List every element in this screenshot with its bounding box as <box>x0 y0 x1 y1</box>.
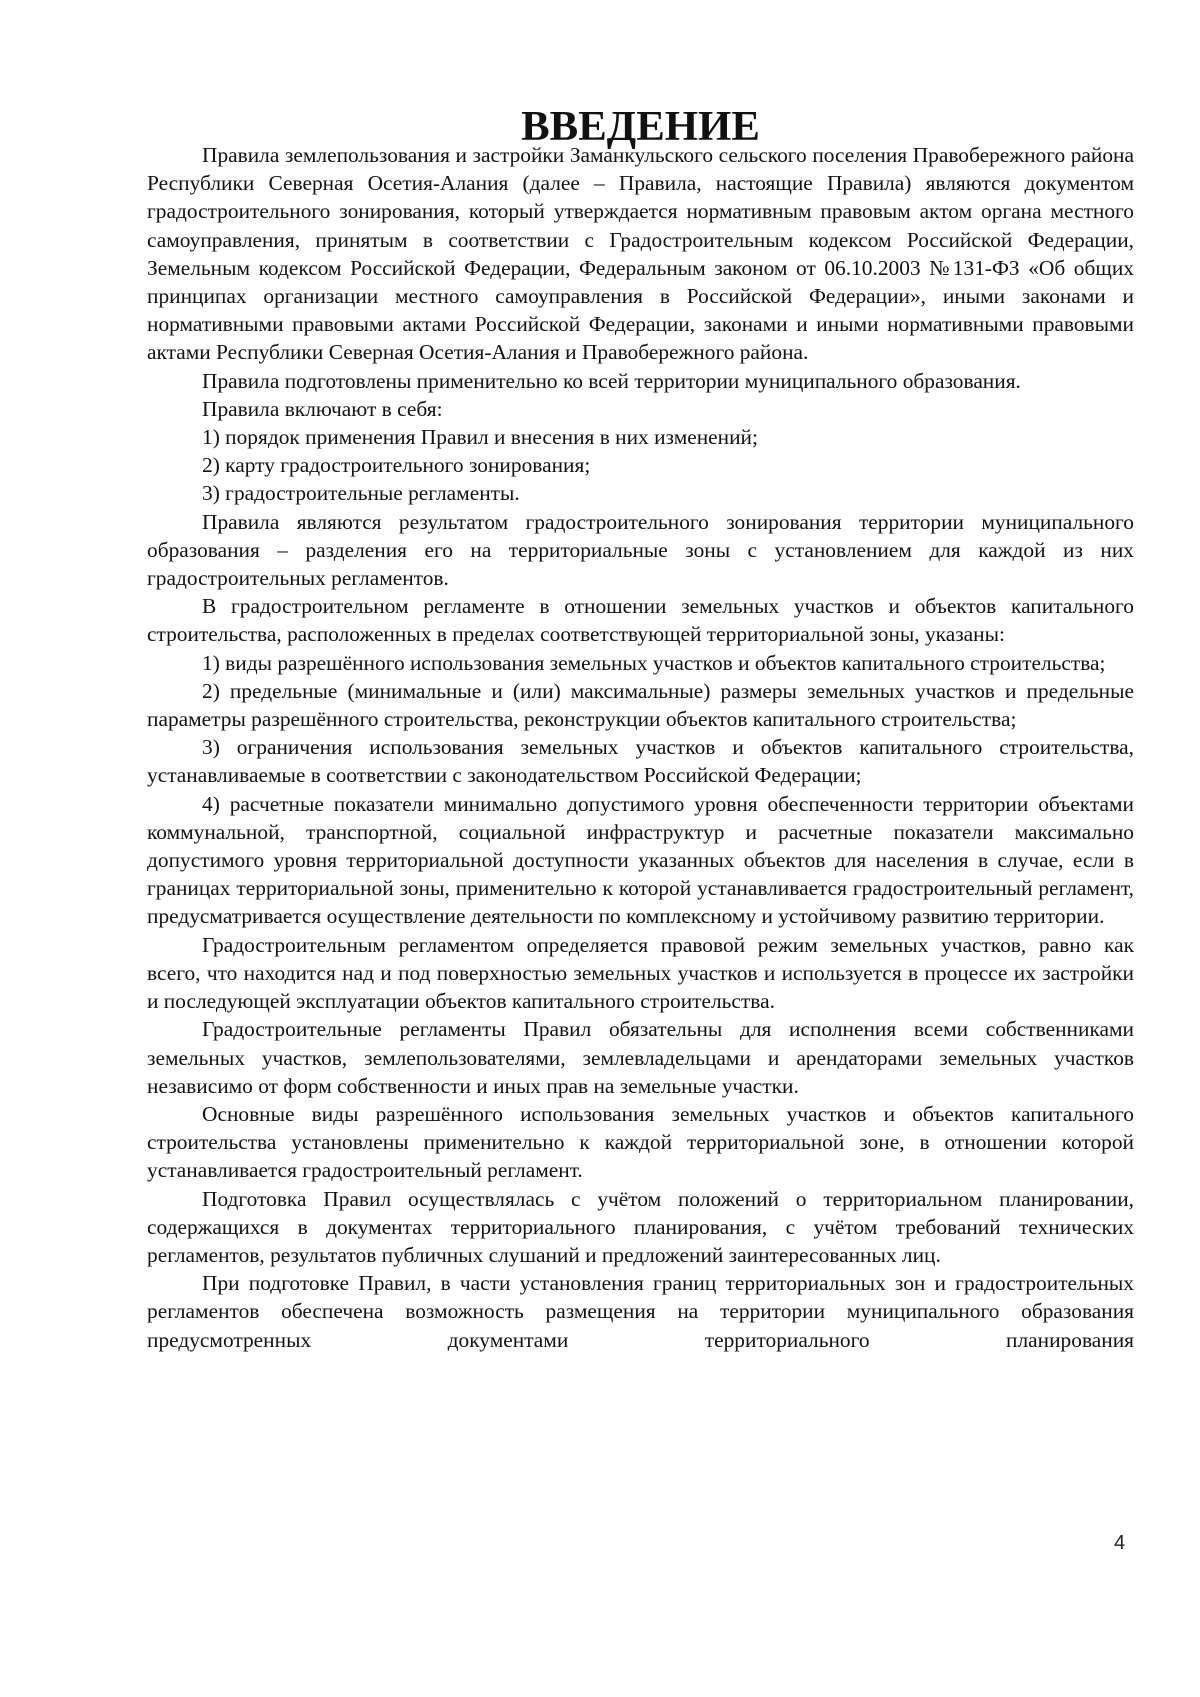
list-item-permitted-uses: 1) виды разрешённого использования земельных участков и объектов капитального строительства; <box>202 650 1106 675</box>
paragraph-zoning-result: Правила являются результатом градостроительного зонирования территории муниципального образования – разделения его на территориальные зоны с установлением для каждой из них градостроительных регламентов. <box>147 509 1134 591</box>
paragraph-legal-regime: Градостроительным регламентом определяется правовой режим земельных участков, равно как всего, что находится над и под поверхностью земельных участков и используется в процессе их застройки и последующей эксплуатации объектов капитального строительства. <box>147 932 1134 1014</box>
list-item-procedure: 1) порядок применения Правил и внесения в них изменений; <box>202 425 758 450</box>
paragraph-boundaries: При подготовке Правил, в части установления границ территориальных зон и градостроительных регламентов обеспечена возможность размещения на территории муниципального образования предусмотренных документами территориального планирования <box>147 1271 1134 1352</box>
paragraph-scope: Правила подготовлены применительно ко всей территории муниципального образования. <box>202 368 1021 393</box>
paragraph-intro: Правила землепользования и застройки Заманкульского сельского поселения Правобережного района Республики Северная Осетия-Алания (далее – Правила, настоящие Правила) являются документом градостроительного зонирования, который утверждается нормативным правовым актом органа местного самоуправления, принятым в соответствии с Градостроительным кодексом Российской Федерации, Земельным кодексом Российской Федерации, Федеральным законом от 06.10.2003 №131-ФЗ «Об общих принципах организации местного самоуправления в Российской Федерации», иными законами и нормативными правовыми актами Российской Федерации, законами и иными нормативными правовыми актами Республики Северная Осетия-Алания и Правобережного района. <box>147 143 1134 365</box>
paragraph-contents-intro: Правила включают в себя: <box>202 396 443 421</box>
paragraph-regulation-contents: В градостроительном регламенте в отношении земельных участков и объектов капитального строительства, расположенных в пределах соответствующей территориальной зоны, указаны: <box>147 594 1134 647</box>
list-item-zoning-map: 2) карту градостроительного зонирования; <box>202 453 591 478</box>
list-item-calculated-indicators: 4) расчетные показатели минимально допустимого уровня обеспеченности территории объектами коммунальной, транспортной, социальной инфраструктур и расчетные показатели максимально допустимого уровня территориальной доступности указанных объектов для населения в случае, если в границах территориальной зоны, применительно к которой устанавливается градостроительный регламент, предусматривается осуществление деятельности по комплексному и устойчивому развитию территории. <box>147 791 1134 929</box>
list-item-limit-sizes: 2) предельные (минимальные и (или) максимальные) размеры земельных участков и предельные параметры разрешённого строительства, реконструкции объектов капитального строительства; <box>147 678 1134 732</box>
paragraph-obligatory: Градостроительные регламенты Правил обязательны для исполнения всеми собственниками земельных участков, землепользователями, землевладельцами и арендаторами земельных участков независимо от форм собственности и иных прав на земельные участки. <box>147 1017 1134 1098</box>
list-item-regulations: 3) градостроительные регламенты. <box>202 481 520 506</box>
paragraph-preparation: Подготовка Правил осуществлялась с учётом положений о территориальном планировании, содержащихся в документах территориального планирования, с учётом требований технических регламентов, результатов публичных слушаний и предложений заинтересованных лиц. <box>147 1186 1134 1267</box>
document-body <box>147 103 1134 1354</box>
page-number: 4 <box>1114 1532 1126 1554</box>
list-item-restrictions: 3) ограничения использования земельных участков и объектов капитального строительства, устанавливаемые в соответствии с законодательством Российской Федерации; <box>147 735 1134 788</box>
paragraph-main-uses: Основные виды разрешённого использования земельных участков и объектов капитального строительства установлены применительно к каждой территориальной зоне, в отношении которой устанавливается градостроительный регламент. <box>147 1101 1134 1183</box>
section-title: ВВЕДЕНИЕ <box>521 103 760 150</box>
